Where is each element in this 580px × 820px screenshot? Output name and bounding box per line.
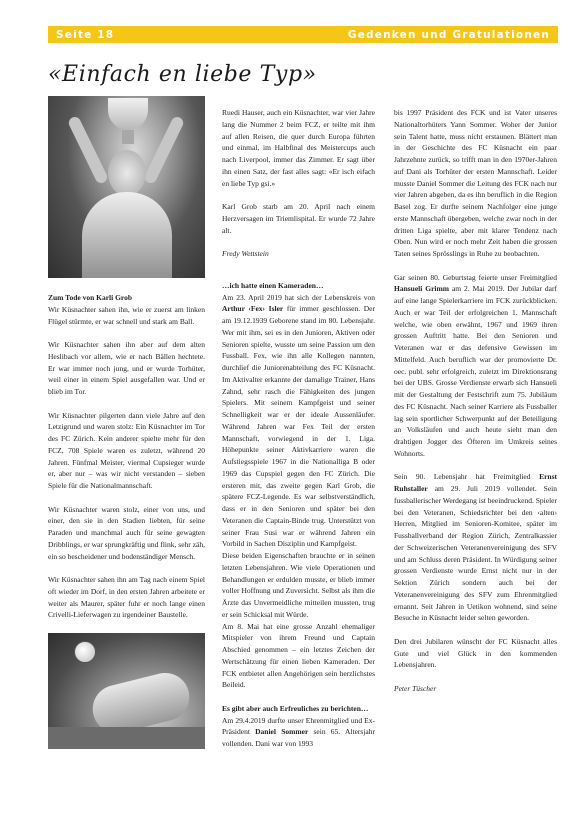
paragraph: Am 8. Mai hat eine grosse Anzahl ehemaliger Mitspieler von ihrem Freund und Captain Abschied genommen – ein letztes Zeichen der Wertschätzung für einen lieben Kameraden. Der FCK entbietet allen Angehörigen sein herzlichstes Beileid. <box>222 621 375 690</box>
paragraph: Am 29.4.2019 durfte unser Ehrenmitglied und Ex-Präsident Daniel Sommer sein 65. Altersjahr vollenden. Dani war von 1993 <box>222 715 375 748</box>
paragraph: Ruedi Hauser, auch ein Küsnachter, war vier Jahre lang die Nummer 2 beim FCZ, er teilte mit ihm auf allen Reisen, die quer durch Europa führten und einmal, im Halbfinal des Meistercups auch nach Liverpool, immer das Zimmer. Er sagt über ihn einen Satz, der fast alles sagt: «Er isch eifach en liebe Typ gsi.» <box>222 108 375 188</box>
paragraph: Wir Küsnachter waren stolz, einer von uns, und einer, den sie in den Stadien liebten, für seine Paraden und manchmal auch für seine gewagten Dribblings, er war sprungkräftig und flink, sehr zäh, ein so bescheidener und bodenständiger Mensch. <box>48 504 205 561</box>
page-number: Seite 18 <box>56 28 115 41</box>
paragraph: Wir Küsnachter sahen ihn am Tag nach einem Spiel oft wieder im Dorf, in den ersten Jahren arbeitete er weiter als Maurer, später fuhr er noch lange einen Crivelli-Lieferwagen zu irgendeiner Baustelle. <box>48 575 205 620</box>
article-headline: «Einfach en liebe Typ» <box>48 62 317 87</box>
person-name: Hansueli Grimm <box>394 284 450 294</box>
subheading-erfreuliches: Es gibt aber auch Erfreuliches zu berichten… <box>222 703 369 713</box>
column-3 <box>394 107 557 706</box>
goalkeeper-action-photo <box>48 633 205 749</box>
karli-grob-trophy-photo <box>48 96 205 278</box>
page-header-bar <box>48 26 558 43</box>
column-1 <box>48 96 205 749</box>
column-2 <box>222 107 375 750</box>
section-title: Gedenken und Gratulationen <box>347 28 550 41</box>
paragraph: bis 1997 Präsident des FCK und ist Vater unseres Nationaltorhüters Yann Sommer. Woher der Junior sein Talent hatte, muss nicht erstaunen. Blättert man in der Geschichte des FC Küsnacht ein paar Jahrzehnte zurück, so trifft man in den 1970er-Jahren auf Dani als Torhüter der ersten Mannschaft. Leider musste Daniel Sommer die Leitung des FCK nach nur vier Jahren abgeben, da es ihn beruflich in die Region Basel zog. Er durfte seinem Nachfolger eine junge erste Mannschaft übergeben, welche zwar noch in der dritten Liga spielte, aber mit klarer Tendenz nach Oben. Nun wird er noch mehr Zeit haben die grossen Taten seines Sprösslings in Ruhe zu beobachten. <box>394 108 557 258</box>
paragraph: Den drei Jubilaren wünscht der FC Küsnacht alles Gute und viel Glück in den kommenden Lebensjahren. <box>394 636 557 670</box>
subheading-isler: …ich hatte einen Kameraden… <box>222 280 324 290</box>
author-signature: Peter Tüscher <box>394 683 437 693</box>
paragraph: Karl Grob starb am 20. April nach einem Herzversagen im Triemlispital. Er wurde 72 Jahre alt. <box>222 202 375 235</box>
person-name: Arthur ‹Fex› Isler <box>222 304 284 314</box>
paragraph: Gar seinen 80. Geburtstag feierte unser Freimitglied Hansueli Grimm am 2. Mai 2019. Der Jubilar darf auf eine lange Spielerkarriere im FCK zurückblicken. Auch er war Teil der erfolgreichen 1. Mannschaft welche, wie oben erwähnt, 1967 und 1969 ihren grossen Auftritt hatte. Bei den Senioren und Veteranen war er das defensive Gewissen im Mittelfeld. Auch beruflich war der promovierte Dr. oec. publ. sehr erfolgreich, zuletzt im Direktionsrang bei der UBS. Grosse Verdienste erwarb sich Hansueli mit der Gestaltung der Festschrift zum 75. Jubiläum des FC Küsnacht. Nach seiner Karriere als Fussballer lag sein sportlicher Schwerpunkt auf der Beteiligung an Volksläufen und auch heute sieht man den drahtigen Jogger des Öfteren im Umkreis seines Wohnorts. <box>394 272 557 458</box>
paragraph: Wir Küsnachter pilgerten dann viele Jahre auf den Letzigrund und waren stolz: Ein Küsnachter im Tor des FC Zürich. Kein anderer spielte mehr für den FCZ, 708 Spiele waren es zuletzt, während 20 Jahren. Fünfmal Meister, viermal Cupsieger wurde er, aber nur – was wir nicht verstanden – sieben Spiele für die Nationalmannschaft. <box>48 410 205 490</box>
paragraph: Diese beiden Eigenschaften brauchte er in seinen letzten Lebensjahren. Wie viele Operationen und Behandlungen er erdulden musste, er blieb immer voller Hoffnung und Zuversicht. Selbst als ihm die Ärzte das Unvermeidliche mitteilen mussten, trug er sein Schicksal mit Würde. <box>222 551 375 619</box>
subheading-grob: Zum Tode von Karli Grob <box>48 293 133 302</box>
author-signature: Fredy Wettstein <box>222 249 269 258</box>
paragraph: Wir Küsnachter sahen ihn aber auf dem alten Heslibach vor allem, wie er nach Bällen hechtete. Er war immer noch jung, und er wurde Torhüter, weil einer in einem Spiel ausgefallen war. Und er blieb im Tor. <box>48 340 205 396</box>
paragraph: Sein 90. Lebensjahr hat Freimitglied Ernst Ruhstaller am 29. Juli 2019 vollendet. Sein fussballerischer Werdegang ist beeindruckend. Spieler bei den Veteranen, Schiedsrichter bei den ‹alten› Herren, Mitglied im Senioren-Komitee, später im Fussballverband der Region Zürich, Zentralkassier der Schweizerischen Veteranenvereinigung des SFV und am Schluss deren Präsident. In Würdigung seiner grossen Verdienste wurde Ernst nicht nur in der Sektion Zürich sondern auch bei der Veteranenvereinigung des SFV zum Ehrenmitglied ernannt. Seit Jahren in Uetikon wohnend, sind seine Besuche in Küsnacht leider selten geworden. <box>394 472 557 623</box>
paragraph: Wir Küsnachter sahen ihn, wie er zuerst am linken Flügel stürmte, er war schnell und stark am Ball. <box>48 304 205 326</box>
person-name: Daniel Sommer <box>255 727 309 737</box>
person-name: Ernst Ruhstaller <box>394 472 557 493</box>
paragraph: Am 23. April 2019 hat sich der Lebenskreis von Arthur ‹Fex› Isler für immer geschlossen. Der am 19.12.1939 Geborene stand im 80. Lebensjahr. Wer mit ihm, sei es in den Junioren, Aktiven oder Senioren spielte, wusste um seine Passion um den Fussball. Fex, wie ihn alle Kollegen nannten, durchlief die Juniorenabteilung des FC Küsnacht. Im Aktivalter erkannte der damalige Trainer, Hans Zahnd, sehr rasch die Fähigkeiten des jungen Spielers. Mit seinem Kampfgeist und seiner Schnelligkeit war er der ideale Aussenläufer. Während Jahren war Fex Teil der ersten Mannschaft, vorwiegend in der 1. Liga. Höhepunkte seiner Aktivkarriere waren die Aufstiegsspiele 1967 in die Nationalliga B oder 1969 das Cupspiel gegen den FC Zürich. Die ersteren mit, das zweite gegen Karl Grob, die spätere FCZ-Legende. Es war selbstverständlich, dass er in den Senioren und später bei den Veteranen die Captain-Binde trug. Unterstützt von seiner Frau Susi war er während Jahren ein Vorbild in Sachen Disziplin und Kampfgeist. <box>222 292 375 549</box>
